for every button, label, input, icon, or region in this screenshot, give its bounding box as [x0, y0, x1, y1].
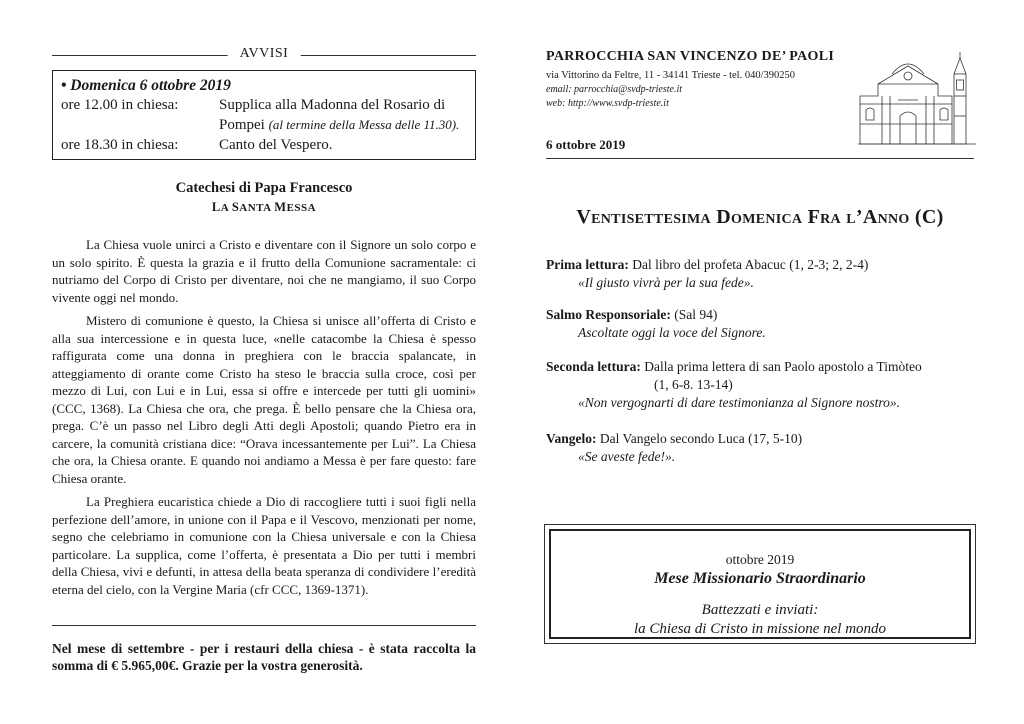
donation-note: Nel mese di settembre - per i restauri della chiesa - è stata raccolta la somma di € 5.965,00€. Grazie per la vostra generosità. [52, 641, 476, 673]
mission-title: Mese Missionario Straordinario [654, 570, 866, 587]
reading-quote: «Non vergognarti di dare testimonianza al Signore nostro». [578, 395, 900, 410]
avvisi-row [61, 95, 467, 115]
issue-date: 6 ottobre 2019 [546, 137, 626, 152]
reading-quote: «Il giusto vivrà per la sua fede». [578, 275, 754, 290]
reading-quote: Ascoltate oggi la voce del Signore. [578, 325, 766, 340]
avvisi-time: ore 18.30 in chiesa: [61, 137, 179, 153]
mission-line: Battezzati e inviati: [701, 602, 819, 618]
reading-quote: «Se aveste fede!». [578, 449, 676, 464]
avvisi-desc: Canto del Vespero. [219, 137, 333, 153]
avvisi-desc-cont: Pompei (al termine della Messa delle 11.30). [219, 117, 460, 133]
reading-ref: (1, 6-8. 13-14) [654, 377, 733, 392]
mission-box [544, 524, 976, 644]
avvisi-row [61, 135, 467, 155]
parish-name: PARROCCHIA SAN VINCENZO DE’ PAOLI [546, 49, 835, 64]
avvisi-date: • Domenica 6 ottobre 2019 [61, 77, 231, 94]
catechesi-body [52, 236, 476, 604]
avvisi-desc: Supplica alla Madonna del Rosario di [219, 97, 446, 113]
divider [546, 158, 974, 159]
divider [52, 625, 476, 626]
church-illustration-icon [858, 44, 976, 154]
catechesi-paragraph: Mistero di comunione è questo, la Chiesa si unisce all’offerta di Cristo e alla sua intercessione e in questa luce, «nelle catacombe la Chiesa è spesso raffigurata come una donna in preghiera con le braccia spalancate, in atteggiamento di orante come Cristo ha steso le braccia sulla croce, così per mezzo di Lui, con Lui e in Lui, essa si offre e intercede per tutti gli uomini» (CCC, 1368). La Chiesa che ora, che prega. È bello pensare che la Chiesa ora, prega. C’è un passo nel Libro degli Atti degli Apostoli; quando Pietro era in carcere, la comunità cristiana dice: “Orava incessantemente per Lui”. La Chiesa che ora, la Chiesa orante. E quando noi andiamo a Messa è per fare questo: fare Chiesa orante. [52, 313, 476, 486]
avvisi-desc-note: (al termine della Messa delle 11.30). [268, 117, 460, 132]
reading-seconda: Seconda lettura: Dalla prima lettera di san Paolo apostolo a Timòteo (1, 6-8. 13-14) «Non vergognarti di dare testimonianza al Signore nostro». [546, 358, 974, 412]
avvisi-header [52, 48, 476, 62]
avvisi-box [52, 70, 476, 160]
avvisi-title: AVVISI [228, 46, 301, 62]
parish-email[interactable]: email: parrocchia@svdp-trieste.it [546, 84, 683, 95]
reading-vangelo: Vangelo: Dal Vangelo secondo Luca (17, 5-10) «Se aveste fede!». [546, 430, 974, 466]
avvisi-row [61, 115, 467, 135]
mission-line: la Chiesa di Cristo in missione nel mondo [633, 621, 887, 637]
catechesi-paragraph: La Chiesa vuole unirci a Cristo e diventare con il Signore un solo corpo e un solo spirito. È questa la grazia e il frutto della Comunione sacramentale: ci nutriamo del Corpo di Cristo per diventare, noi che ne mangiamo, il suo Corpo vivente oggi nel mondo. [52, 237, 476, 305]
reading-salmo: Salmo Responsoriale: (Sal 94) Ascoltate oggi la voce del Signore. [546, 306, 974, 342]
catechesi-title: Catechesi di Papa Francesco [175, 180, 353, 196]
parish-address: via Vittorino da Feltre, 11 - 34141 Trieste - tel. 040/390250 [546, 70, 796, 81]
catechesi-subtitle: LA SANTA MESSA [211, 200, 317, 214]
sunday-title: Ventisettesima Domenica Fra l’Anno (C) [576, 206, 944, 228]
catechesi-paragraph: La Preghiera eucaristica chiede a Dio di raccogliere tutti i suoi figli nella perfezione dell’amore, in unione con il Papa e il Vescovo, menzionati per nome, segno che celebriamo in comunione con la Chiesa universale e con la Chiesa particolare. La supplica, come l’offerta, è presentata a Dio per tutti i membri della Chiesa, vivi e defunti, in attesa della beata speranza di condividere l’eredità eterna del cielo, con la Vergine Maria (cfr CCC, 1369-1371). [52, 494, 476, 597]
parish-contacts [546, 69, 795, 111]
parish-web[interactable]: web: http://www.svdp-trieste.it [546, 98, 669, 109]
avvisi-time: ore 12.00 in chiesa: [61, 97, 179, 113]
reading-prima: Prima lettura: Dal libro del profeta Abacuc (1, 2-3; 2, 2-4) «Il giusto vivrà per la sua fede». [546, 256, 974, 292]
mission-date: ottobre 2019 [725, 552, 795, 567]
